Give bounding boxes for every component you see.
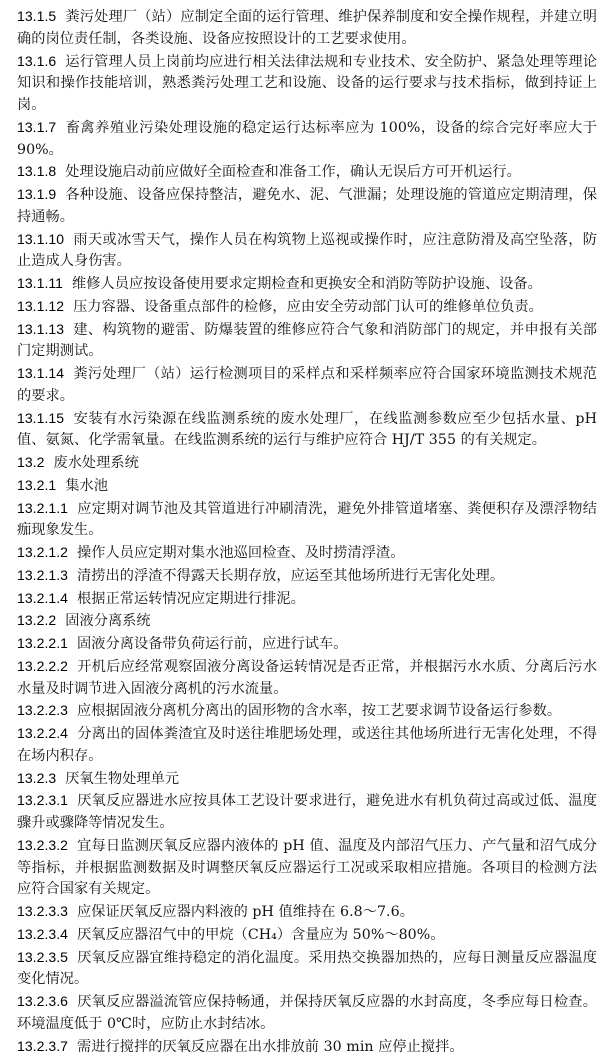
clause-text: 粪污处理厂（站）应制定全面的运行管理、维护保养制度和安全操作规程，并建立明确的岗位责任制，各类设施、设备应按照设计的工艺要求使用。	[17, 9, 597, 47]
clause-text: 畜禽养殖业污染处理设施的稳定运行达标率应为 100%，设备的综合完好率应大于 90%。	[17, 120, 597, 158]
section-number: 13.2.1	[17, 477, 56, 493]
clause-text: 厌氧反应器进水应按具体工艺设计要求进行，避免进水有机负荷过高或过低、温度骤升或骤降等情况发生。	[17, 793, 597, 831]
clause-text: 厌氧反应器宜维持稳定的消化温度。采用热交换器加热的，应每日测量反应器温度变化情况。	[17, 950, 597, 988]
clause-text: 建、构筑物的避雷、防爆装置的维修应符合气象和消防部门的规定，并申报有关部门定期测试。	[17, 322, 597, 360]
clause-text: 根据正常运转情况应定期进行排泥。	[77, 591, 305, 607]
clause-13-2-2-4	[17, 723, 597, 768]
clause-13-2-2-3	[17, 700, 597, 723]
clause-text: 运行管理人员上岗前均应进行相关法律法规和专业技术、安全防护、紧急处理等理论知识和操作技能培训，熟悉粪污处理工艺和设施、设备的运行要求与技术指标，做到持证上岗。	[17, 54, 597, 114]
clause-number: 13.2.3.4	[17, 926, 68, 942]
clause-number: 13.1.8	[17, 163, 56, 179]
clause-number: 13.1.9	[17, 186, 56, 202]
clause-text: 宜每日监测厌氧反应器内液体的 pH 值、温度及内部沼气压力、产气量和沼气成分等指标，并根据监测数据及时调整厌氧反应器运行工况或采取相应措施。各项目的检测方法应符合国家有关规定。	[17, 838, 597, 898]
clause-text: 应定期对调节池及其管道进行冲刷清洗，避免外排管道堵塞、粪便积存及漂浮物结痂现象发生。	[17, 501, 597, 539]
clause-text: 开机后应经常观察固液分离设备运转情况是否正常，并根据污水水质、分离后污水水量及时调节进入固液分离机的污水流量。	[17, 659, 597, 697]
clause-number: 13.1.14	[17, 365, 64, 381]
clause-text: 应根据固液分离机分离出的固形物的含水率，按工艺要求调节设备运行参数。	[77, 703, 561, 719]
section-heading-13-2-3	[17, 768, 597, 791]
clause-text: 清捞出的浮渣不得露天长期存放，应运至其他场所进行无害化处理。	[77, 568, 504, 584]
clause-number: 13.2.3.6	[17, 993, 68, 1009]
clause-number: 13.2.1.1	[17, 500, 68, 516]
clause-number: 13.1.15	[17, 410, 64, 426]
section-title: 集水池	[65, 478, 108, 494]
section-heading-13-2	[17, 452, 597, 475]
clause-text: 厌氧反应器沼气中的甲烷（CH₄）含量应为 50%～80%。	[77, 927, 445, 943]
clause-text: 粪污处理厂（站）运行检测项目的采样点和采样频率应符合国家环境监测技术规范的要求。	[17, 366, 597, 404]
clause-text: 处理设施启动前应做好全面检查和准备工作，确认无误后方可开机运行。	[65, 164, 521, 180]
clause-13-2-1-3	[17, 565, 597, 588]
clause-text: 雨天或冰雪天气，操作人员在构筑物上巡视或操作时，应注意防滑及高空坠落，防止造成人身伤害。	[17, 232, 597, 270]
clause-13-2-3-1	[17, 790, 597, 835]
clause-13-1-11	[17, 273, 597, 296]
clause-text: 需进行搅拌的厌氧反应器在出水排放前 30 min 应停止搅拌。	[77, 1039, 464, 1055]
clause-13-2-3-2	[17, 835, 597, 901]
clause-13-2-3-5	[17, 947, 597, 992]
clause-13-1-8	[17, 161, 597, 184]
clause-13-1-13	[17, 319, 597, 364]
clause-number: 13.2.2.1	[17, 635, 68, 651]
clause-13-1-5	[17, 6, 597, 51]
clause-number: 13.2.2.4	[17, 725, 68, 741]
clause-number: 13.1.11	[17, 275, 63, 291]
section-heading-13-2-1	[17, 475, 597, 498]
clause-number: 13.1.10	[17, 231, 64, 247]
clause-text: 分离出的固体粪渣宜及时送往堆肥场处理，或送往其他场所进行无害化处理，不得在场内积存。	[17, 726, 597, 764]
section-title: 固液分离系统	[65, 613, 150, 629]
section-number: 13.2.2	[17, 612, 56, 628]
clause-number: 13.2.3.7	[17, 1038, 68, 1054]
clause-13-2-3-4	[17, 924, 597, 947]
clause-text: 厌氧反应器溢流管应保持畅通，并保持厌氧反应器的水封高度，冬季应每日检查。环境温度低于 0℃时，应防止水封结冰。	[17, 994, 597, 1032]
clause-number: 13.1.13	[17, 321, 64, 337]
clause-number: 13.2.1.3	[17, 567, 68, 583]
clause-13-2-2-1	[17, 633, 597, 656]
clause-number: 13.2.3.2	[17, 837, 68, 853]
clause-number: 13.2.2.3	[17, 702, 68, 718]
clause-number: 13.1.7	[17, 119, 56, 135]
clause-number: 13.2.2.2	[17, 658, 68, 674]
clause-13-1-10	[17, 229, 597, 274]
clause-13-1-12	[17, 296, 597, 319]
clause-13-2-3-3	[17, 901, 597, 924]
clause-13-1-14	[17, 363, 597, 408]
clause-13-2-3-7	[17, 1036, 597, 1058]
clause-13-2-1-1	[17, 498, 597, 543]
clause-text: 各种设施、设备应保持整洁，避免水、泥、气泄漏；处理设施的管道应定期清理，保持通畅。	[17, 187, 597, 225]
clause-13-1-15	[17, 408, 597, 453]
clause-13-2-1-2	[17, 542, 597, 565]
section-number: 13.2.3	[17, 770, 56, 786]
clause-text: 操作人员应定期对集水池巡回检查、及时捞清浮渣。	[77, 545, 404, 561]
clause-number: 13.2.3.3	[17, 903, 68, 919]
clause-number: 13.2.3.1	[17, 792, 68, 808]
clause-13-1-7	[17, 117, 597, 162]
clause-text: 固液分离设备带负荷运行前，应进行试车。	[77, 636, 348, 652]
clause-13-1-6	[17, 51, 597, 117]
clause-13-1-9	[17, 184, 597, 229]
clause-number: 13.2.1.4	[17, 590, 68, 606]
clause-13-2-3-6	[17, 991, 597, 1036]
clause-number: 13.2.3.5	[17, 949, 68, 965]
section-title: 废水处理系统	[53, 455, 138, 471]
clause-number: 13.1.12	[17, 298, 64, 314]
clause-text: 压力容器、设备重点部件的检修，应由安全劳动部门认可的维修单位负责。	[73, 299, 543, 315]
section-heading-13-2-2	[17, 610, 597, 633]
clause-text: 维修人员应按设备使用要求定期检查和更换安全和消防等防护设施、设备。	[72, 276, 542, 292]
clause-number: 13.1.6	[17, 53, 56, 69]
section-title: 厌氧生物处理单元	[65, 771, 179, 787]
clause-number: 13.2.1.2	[17, 544, 68, 560]
section-number: 13.2	[17, 454, 44, 470]
clause-text: 安装有水污染源在线监测系统的废水处理厂，在线监测参数应至少包括水量、pH 值、氨氮、化学需氧量。在线监测系统的运行与维护应符合 HJ/T 355 的有关规定。	[17, 411, 597, 449]
clause-13-2-2-2	[17, 656, 597, 701]
clause-text: 应保证厌氧反应器内料液的 pH 值维持在 6.8～7.6。	[77, 904, 414, 920]
clause-number: 13.1.5	[17, 8, 56, 24]
clause-13-2-1-4	[17, 588, 597, 611]
